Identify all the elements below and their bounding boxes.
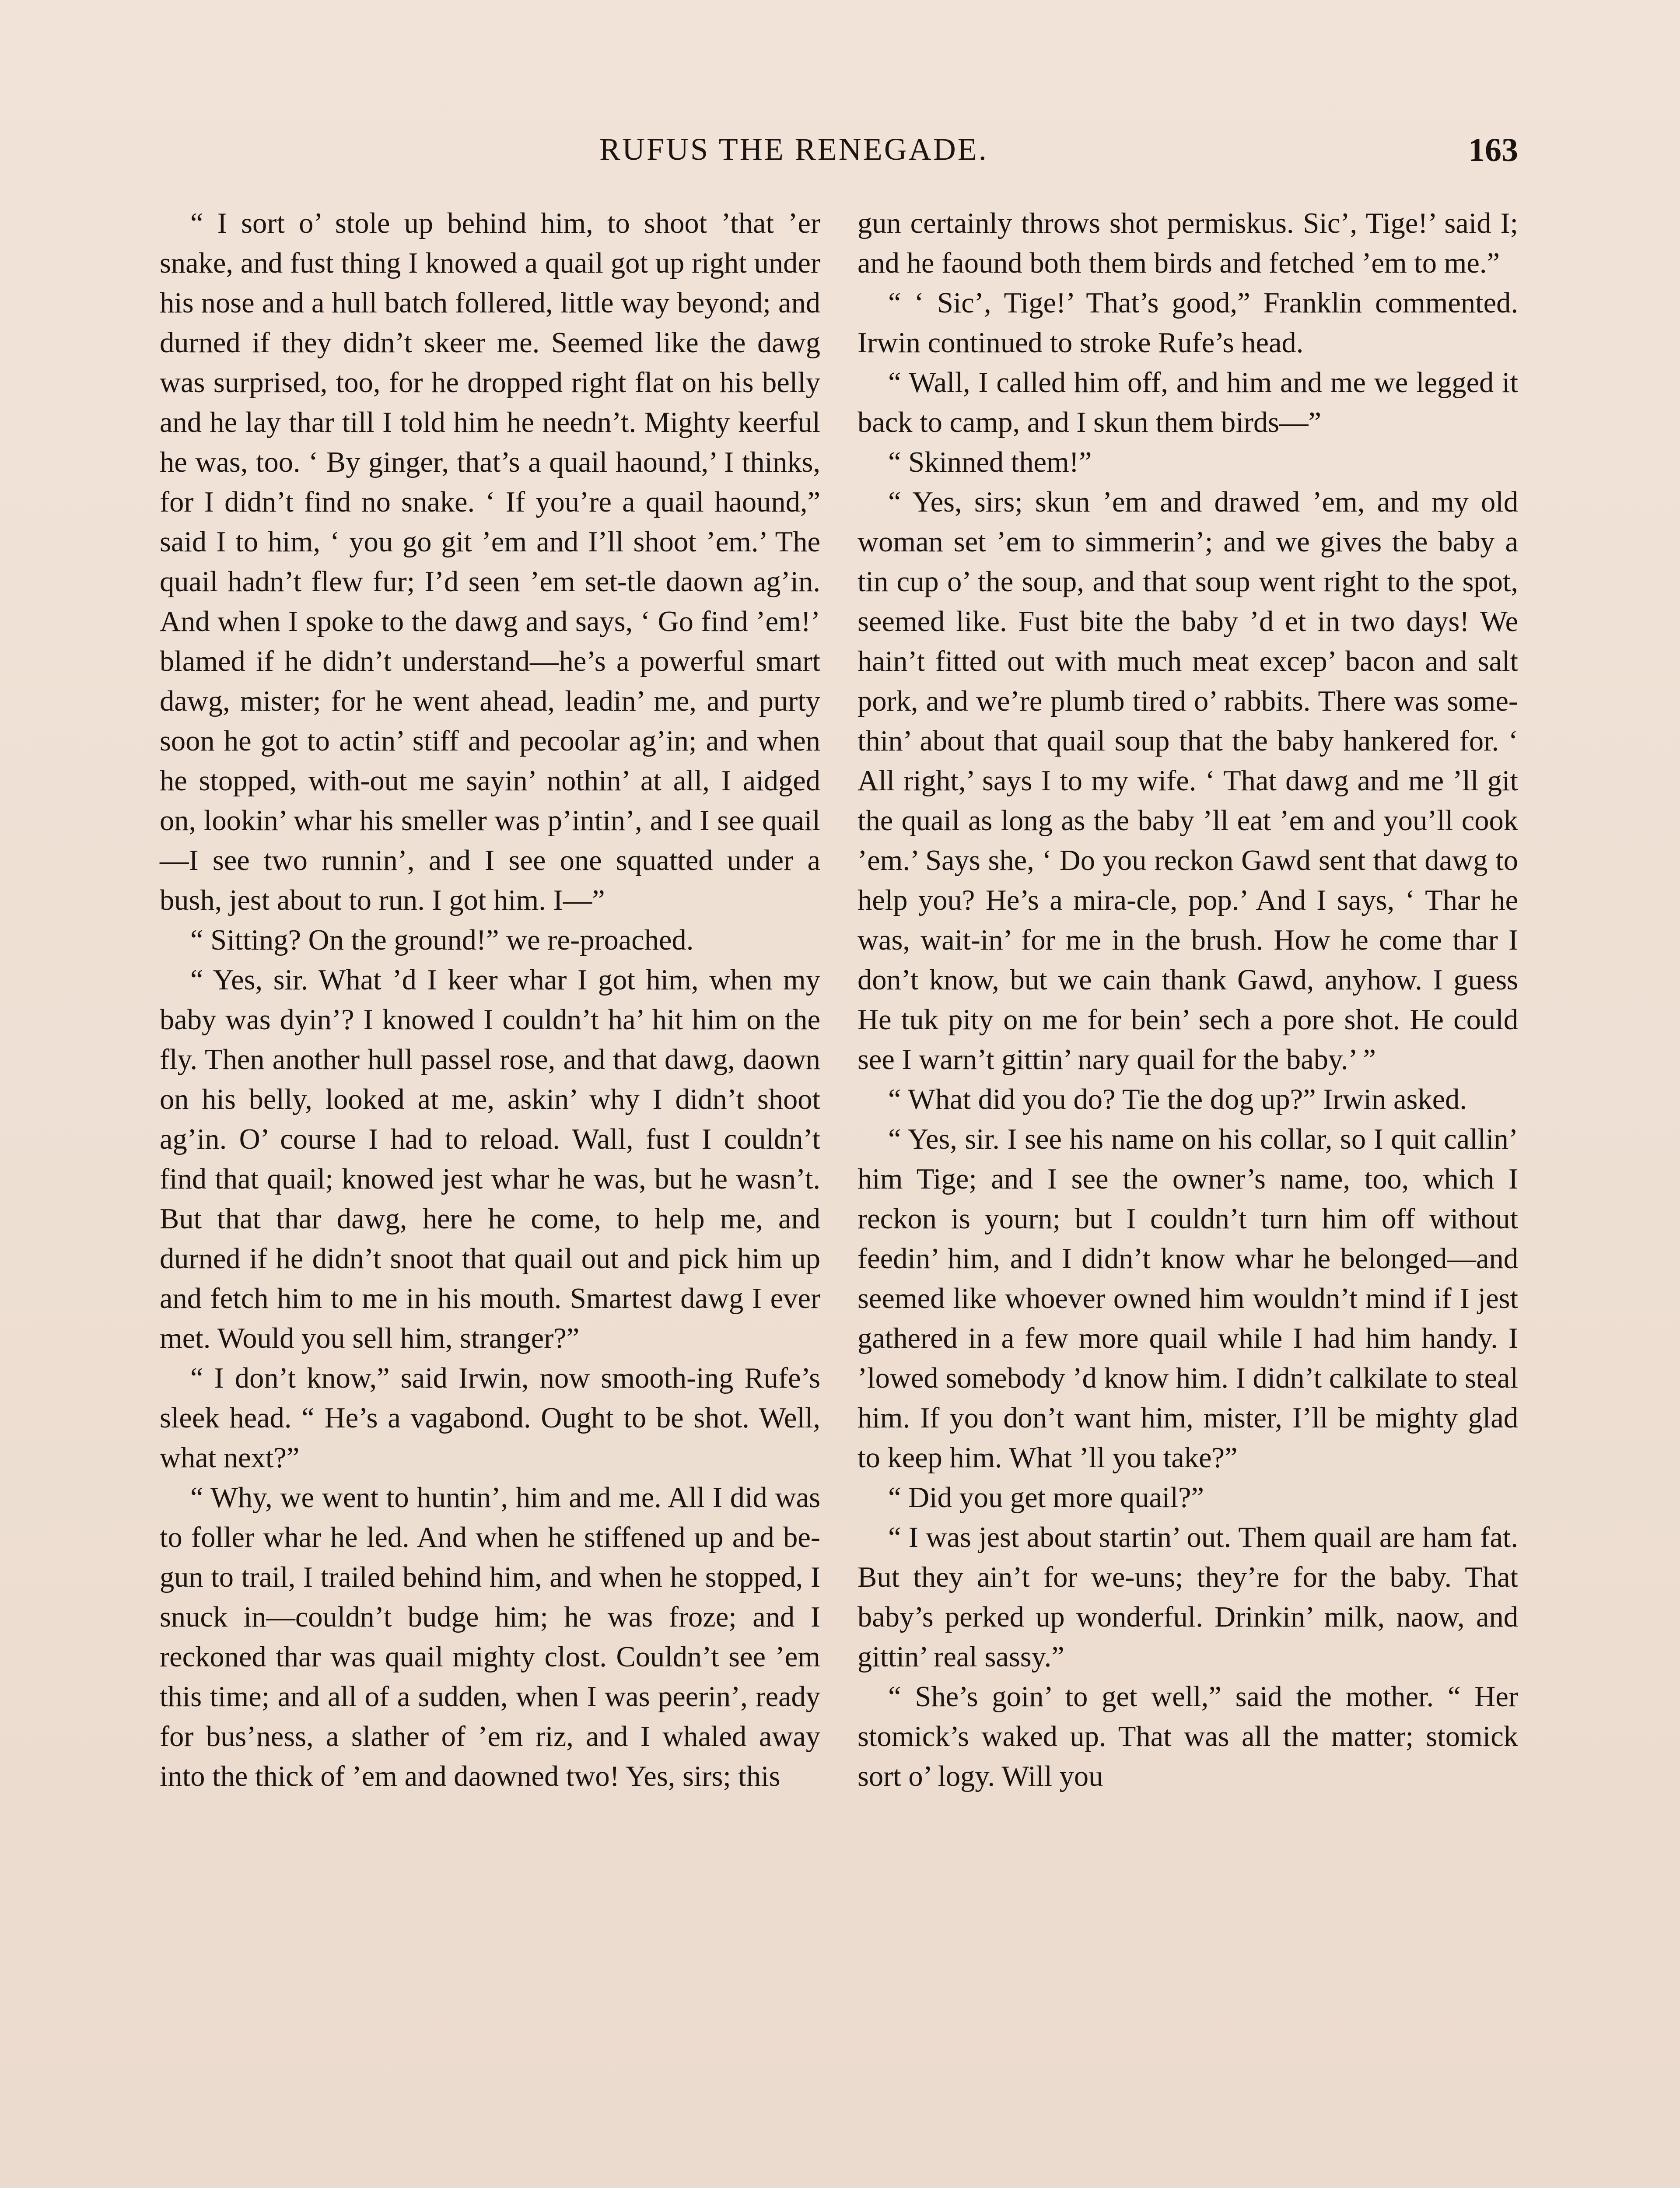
running-title: RUFUS THE RENEGADE. <box>599 132 988 167</box>
paragraph: “ Wall, I called him off, and him and me we legged it back to camp, and I skun them birds—” <box>858 367 1518 438</box>
paragraph: “ Why, we went to huntin’, him and me. All I did was to foller whar he led. And when he stiffened up and be-gun to trail, I trailed behind him, and when he stopped, I snuck in—couldn’t budge him; he was froze; and I reckoned thar was quail mighty clost. Couldn’t see ’em this time; and all of a sudden, when I was peerin’, ready for bus’ness, a slather of ’em riz, and I whaled away into the thick of ’em and daowned two! Yes, sirs; this <box>160 1482 820 1792</box>
running-head <box>0 131 1680 179</box>
paragraph: “ Did you get more quail?” <box>888 1482 1204 1514</box>
paragraph: “ Sitting? On the ground!” we re-proached. <box>190 924 694 956</box>
paragraph: “ I was jest about startin’ out. Them quail are ham fat. But they ain’t for we-uns; they’re for the baby. That baby’s perked up wonderful. Drinkin’ milk, naow, and gittin’ real sassy.” <box>858 1522 1518 1673</box>
paragraph: “ Skinned them!” <box>888 446 1092 478</box>
paragraph: “ I don’t know,” said Irwin, now smooth-ing Rufe’s sleek head. “ He’s a vagabond. Ought to be shot. Well, what next?” <box>160 1362 820 1474</box>
left-text-column <box>160 203 820 2188</box>
paragraph: “ Yes, sir. What ’d I keer whar I got him, when my baby was dyin’? I knowed I couldn’t ha’ hit him on the fly. Then another hull passel rose, and that dawg, daown on his belly, looked at me, askin’ why I didn’t shoot ag’in. O’ course I had to reload. Wall, fust I couldn’t find that quail; knowed jest whar he was, but he wasn’t. But that thar dawg, here he come, to help me, and durned if he didn’t snoot that quail out and pick him up and fetch him to me in his mouth. Smartest dawg I ever met. Would you sell him, stranger?” <box>160 964 820 1354</box>
right-text-column <box>858 203 1518 2188</box>
paragraph: “ ‘ Sic’, Tige!’ That’s good,” Franklin commented. Irwin continued to stroke Rufe’s head. <box>858 287 1518 359</box>
page-number: 163 <box>1468 132 1518 168</box>
paragraph: “ Yes, sirs; skun ’em and drawed ’em, and my old woman set ’em to simmerin’; and we gives the baby a tin cup o’ the soup, and that soup went right to the spot, seemed like. Fust bite the baby ’d et in two days! We hain’t fitted out with much meat excep’ bacon and salt pork, and we’re plumb tired o’ rabbits. There was some-thin’ about that quail soup that the baby hankered for. ‘ All right,’ says I to my wife. ‘ That dawg and me ’ll git the quail as long as the baby ’ll eat ’em and you’ll cook ’em.’ Says she, ‘ Do you reckon Gawd sent that dawg to help you? He’s a mira-cle, pop.’ And I says, ‘ Thar he was, wait-in’ for me in the brush. How he come thar I don’t know, but we cain thank Gawd, anyhow. I guess He tuk pity on me for bein’ sech a pore shot. He could see I warn’t gittin’ nary quail for the baby.’ ” <box>858 486 1518 1076</box>
paragraph: “ Yes, sir. I see his name on his collar, so I quit callin’ him Tige; and I see the owner’s name, too, which I reckon is yourn; but I couldn’t turn him off without feedin’ him, and I didn’t know whar he belonged—and seemed like whoever owned him wouldn’t mind if I jest gathered in a few more quail while I had him handy. I ’lowed somebody ’d know him. I didn’t calkilate to steal him. If you don’t want him, mister, I’ll be mighty glad to keep him. What ’ll you take?” <box>858 1123 1518 1474</box>
paragraph: gun certainly throws shot permiskus. Sic’, Tige!’ said I; and he faound both them birds and fetched ’em to me.” <box>858 207 1518 279</box>
paragraph: “ She’s goin’ to get well,” said the mother. “ Her stomick’s waked up. That was all the matter; stomick sort o’ logy. Will you <box>858 1681 1518 1792</box>
paragraph: “ What did you do? Tie the dog up?” Irwin asked. <box>888 1083 1467 1115</box>
paragraph: “ I sort o’ stole up behind him, to shoot ’that ’er snake, and fust thing I knowed a quail got up right under his nose and a hull batch follered, little way beyond; and durned if they didn’t skeer me. Seemed like the dawg was surprised, too, for he dropped right flat on his belly and he lay thar till I told him he needn’t. Mighty keerful he was, too. ‘ By ginger, that’s a quail haound,’ I thinks, for I didn’t find no snake. ‘ If you’re a quail haound,” said I to him, ‘ you go git ’em and I’ll shoot ’em.’ The quail hadn’t flew fur; I’d seen ’em set-tle daown ag’in. And when I spoke to the dawg and says, ‘ Go find ’em!’ blamed if he didn’t understand—he’s a powerful smart dawg, mister; for he went ahead, leadin’ me, and purty soon he got to actin’ stiff and pecoolar ag’in; and when he stopped, with-out me sayin’ nothin’ at all, I aidged on, lookin’ whar his smeller was p’intin’, and I see quail—I see two runnin’, and I see one squatted under a bush, jest about to run. I got him. I—” <box>160 207 820 916</box>
